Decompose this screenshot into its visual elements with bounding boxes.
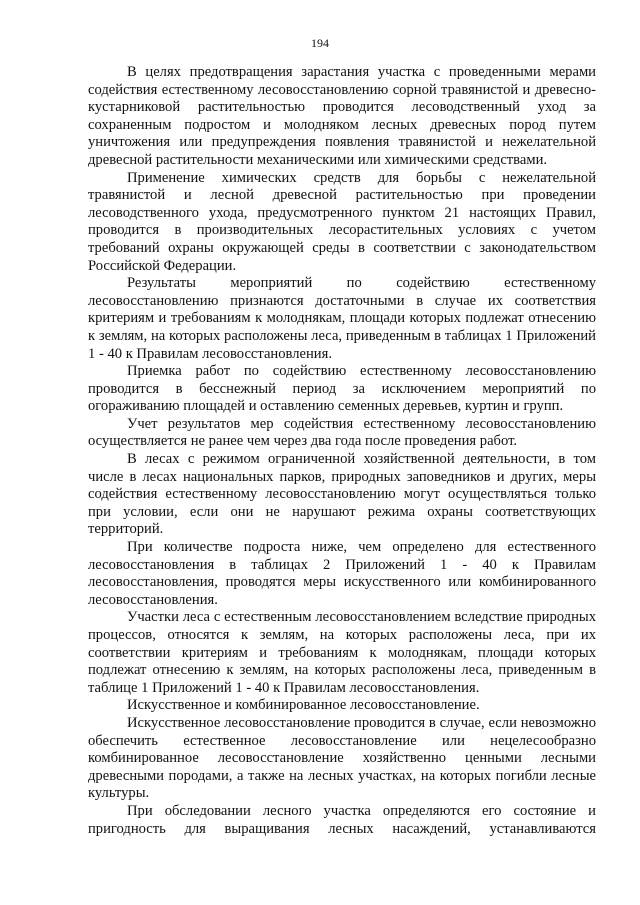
paragraph: Результаты мероприятий по содействию естественному лесовосстановлению признаются достаточными в случае их соответствия критериям и требованиям к молоднякам, площади которых подлежат отнесению к землям, на которых расположены леса, приведенным в таблицах 1 Приложений 1 - 40 к Правилам лесовосстановления.	[88, 275, 596, 362]
paragraph: Применение химических средств для борьбы с нежелательной травянистой и лесной древесной растительностью при проведении лесоводственного ухода, предусмотренного пунктом 21 настоящих Правил, проводится в производительных лесорастительных условиях с учетом требований охраны окружающей среды в соответствии с законодательством Российской Федерации.	[88, 169, 596, 274]
paragraph: Искусственное лесовосстановление проводится в случае, если невозможно обеспечить естественное лесовосстановление или нецелесообразно комбинированное лесовосстановление хозяйственно ценными лесными древесными породами, а также на лесных участках, на которых погибли лесные культуры.	[88, 714, 596, 802]
paragraph: При количестве подроста ниже, чем определено для естественного лесовосстановления в таблицах 2 Приложений 1 - 40 к Правилам лесовосстановления, проводятся меры искусственного или комбинированного лесовосстановления.	[88, 539, 596, 608]
body-text	[88, 64, 596, 838]
paragraph: Участки леса с естественным лесовосстановлением вследствие природных процессов, относятся к землям, на которых расположены леса, при их соответствии критериям и требованиям к молоднякам, площади которых подлежат отнесению к землям, на которых расположены леса, приведенным в таблице 1 Приложений 1 - 40 к Правилам лесовосстановления.	[88, 609, 596, 696]
section-heading: Искусственное и комбинированное лесовосстановление.	[127, 697, 480, 714]
page-number: 194	[311, 36, 329, 50]
paragraph: Приемка работ по содействию естественному лесовосстановлению проводится в бесснежный период за исключением мероприятий по огораживанию площадей и оставлению семенных деревьев, куртин и групп.	[88, 363, 596, 415]
paragraph: Учет результатов мер содействия естественному лесовосстановлению осуществляется не ранее чем через два года после проведения работ.	[88, 415, 596, 450]
paragraph: При обследовании лесного участка определяются его состояние и пригодность для выращивания лесных насаждений, устанавливаются	[88, 802, 596, 837]
paragraph: В целях предотвращения зарастания участка с проведенными мерами содействия естественному лесовосстановлению сорной травянистой и древесно-кустарниковой растительностью проводится лесоводственный уход за сохраненным подростом и молодняком лесных древесных пород путем уничтожения или предупреждения появления травянистой и нежелательной древесной растительности механическими или химическими средствами.	[88, 64, 596, 168]
paragraph: В лесах с режимом ограниченной хозяйственной деятельности, в том числе в лесах национальных парков, природных заповедников и других, меры содействия естественному лесовосстановлению могут осуществляться только при условии, если они не нарушают режима охраны соответствующих территорий.	[88, 451, 596, 538]
